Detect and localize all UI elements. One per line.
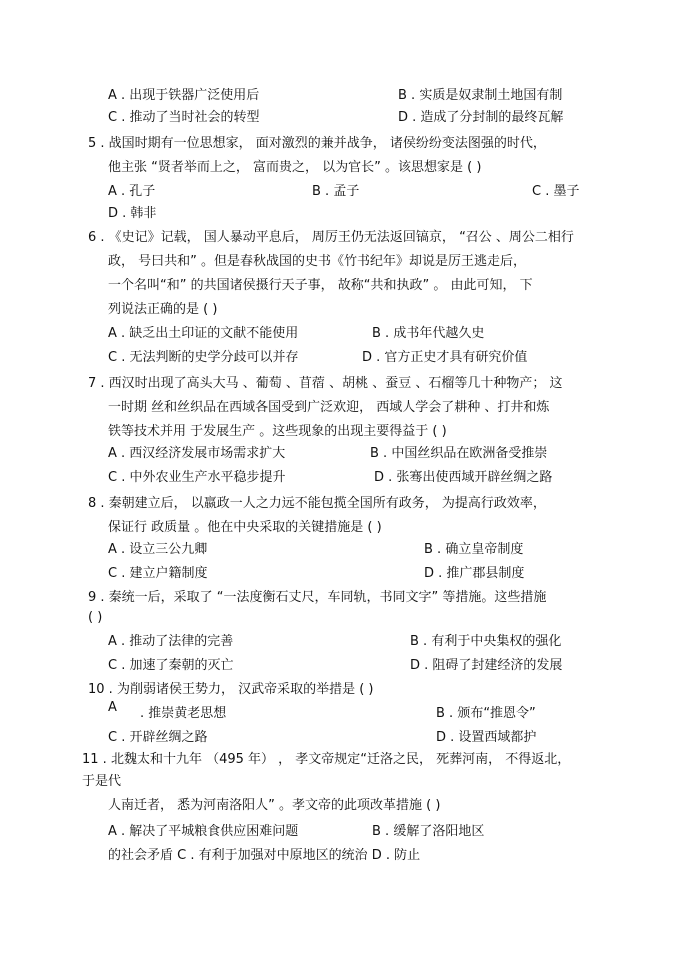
q5-option-b: B . 孟子 [312,184,360,199]
q6-option-d: D . 官方正史才具有研究价值 [362,350,528,365]
q5-stem-line-2: 他主张 “贤者举而上之， 富而贵之， 以为官长” 。该思想家是 ( ) [108,160,482,175]
q10-option-d: D . 设置西域都护 [436,730,537,745]
q6-stem-line-3: 一个名叫“和” 的共国诸侯摄行天子事， 故称“共和执政” 。 由此可知， 下 [108,278,533,293]
q11-stem-line-1: 11 . 北魏太和十九年 （495 年） ， 孝文帝规定“迁洛之民， 死葬河南， 不得返北， [82,752,571,767]
q10-option-b: B . 颁布“推恩令” [436,706,536,721]
q8-option-b: B . 确立皇帝制度 [424,542,524,557]
q9-stem-line-2: ( ) [88,610,103,625]
q4-option-b: B . 实质是奴隶制土地国有制 [398,88,563,103]
q11-option-b: B . 缓解了洛阳地区 [372,824,485,839]
q9-option-b: B . 有利于中央集权的强化 [410,634,562,649]
q5-option-a: A . 孔子 [108,184,156,199]
q11-option-a: A . 解决了平城粮食供应困难问题 [108,824,299,839]
q8-option-c: C . 建立户籍制度 [108,566,208,581]
q4-option-c: C . 推动了当时社会的转型 [108,110,260,125]
q5-option-d: D . 韩非 [108,206,157,221]
q7-option-a: A . 西汉经济发展市场需求扩大 [108,446,286,461]
q9-stem-line-1: 9 . 秦统一后，采取了 “一法度衡石丈尺，车同轨，书同文字” 等措施。这些措施 [88,590,547,605]
q4-option-a: A . 出现于铁器广泛使用后 [108,88,260,103]
q8-option-a: A . 设立三公九卿 [108,542,208,557]
q6-stem-line-2: 政， 号曰共和” 。但是春秋战国的史书《竹书纪年》却说是厉王逃走后， [108,254,526,269]
q7-option-c: C . 中外农业生产水平稳步提升 [108,470,286,485]
q7-stem-line-3: 铁等技术并用 于发展生产 。这些现象的出现主要得益于 ( ) [108,424,447,439]
q4-option-d: D . 造成了分封制的最终瓦解 [398,110,564,125]
q11-stem-line-3: 人南迁者， 悉为河南洛阳人” 。孝文帝的此项改革措施 ( ) [108,798,441,813]
q9-option-a: A . 推动了法律的完善 [108,634,234,649]
q6-option-b: B . 成书年代越久史 [372,326,485,341]
q7-option-b: B . 中国丝织品在欧洲备受推崇 [370,446,548,461]
q6-stem-line-4: 列说法正确的是 ( ) [108,302,218,317]
q10-option-a-text: . 推崇黄老思想 [140,706,227,721]
q11-stem-line-2: 于是代 [82,774,122,789]
q7-stem-line-2: 一时期 丝和丝织品在西域各国受到广泛欢迎， 西域人学会了耕种 、打井和炼 [108,400,550,415]
q9-option-c: C . 加速了秦朝的灭亡 [108,658,234,673]
q6-stem-line-1: 6 . 《史记》记载， 国人暴动平息后， 周厉王仍无法返回镐京， “召公 、周公二相行 [88,230,574,245]
q5-option-c: C . 墨子 [532,184,580,199]
q6-option-a: A . 缺乏出土印证的文献不能使用 [108,326,299,341]
q8-option-d: D . 推广郡县制度 [424,566,525,581]
q6-option-c: C . 无法判断的史学分歧可以并存 [108,350,299,365]
q7-option-d: D . 张骞出使西域开辟丝绸之路 [374,470,553,485]
q8-stem-line-1: 8 . 秦朝建立后， 以嬴政一人之力远不能包揽全国所有政务， 为提高行政效率， [88,496,546,511]
q10-option-c: C . 开辟丝绸之路 [108,730,208,745]
q8-stem-line-2: 保证行 政质量 。他在中央采取的关键措施是 ( ) [108,520,382,535]
q5-stem-line-1: 5 . 战国时期有一位思想家， 面对激烈的兼并战争， 诸侯纷纷变法图强的时代， [88,136,546,151]
q9-option-d: D . 阻碍了封建经济的发展 [410,658,563,673]
q10-stem-line-1: 10 . 为削弱诸侯王势力， 汉武帝采取的举措是 ( ) [88,682,374,697]
q10-option-a-letter: A [108,700,117,715]
q7-stem-line-1: 7 . 西汉时出现了高头大马 、葡萄 、苜蓿 、胡桃 、蚕豆 、石榴等几十种物产； 这 [88,376,563,391]
q11-stem-line-5: 的社会矛盾 C . 有利于加强对中原地区的统治 D . 防止 [108,848,421,863]
